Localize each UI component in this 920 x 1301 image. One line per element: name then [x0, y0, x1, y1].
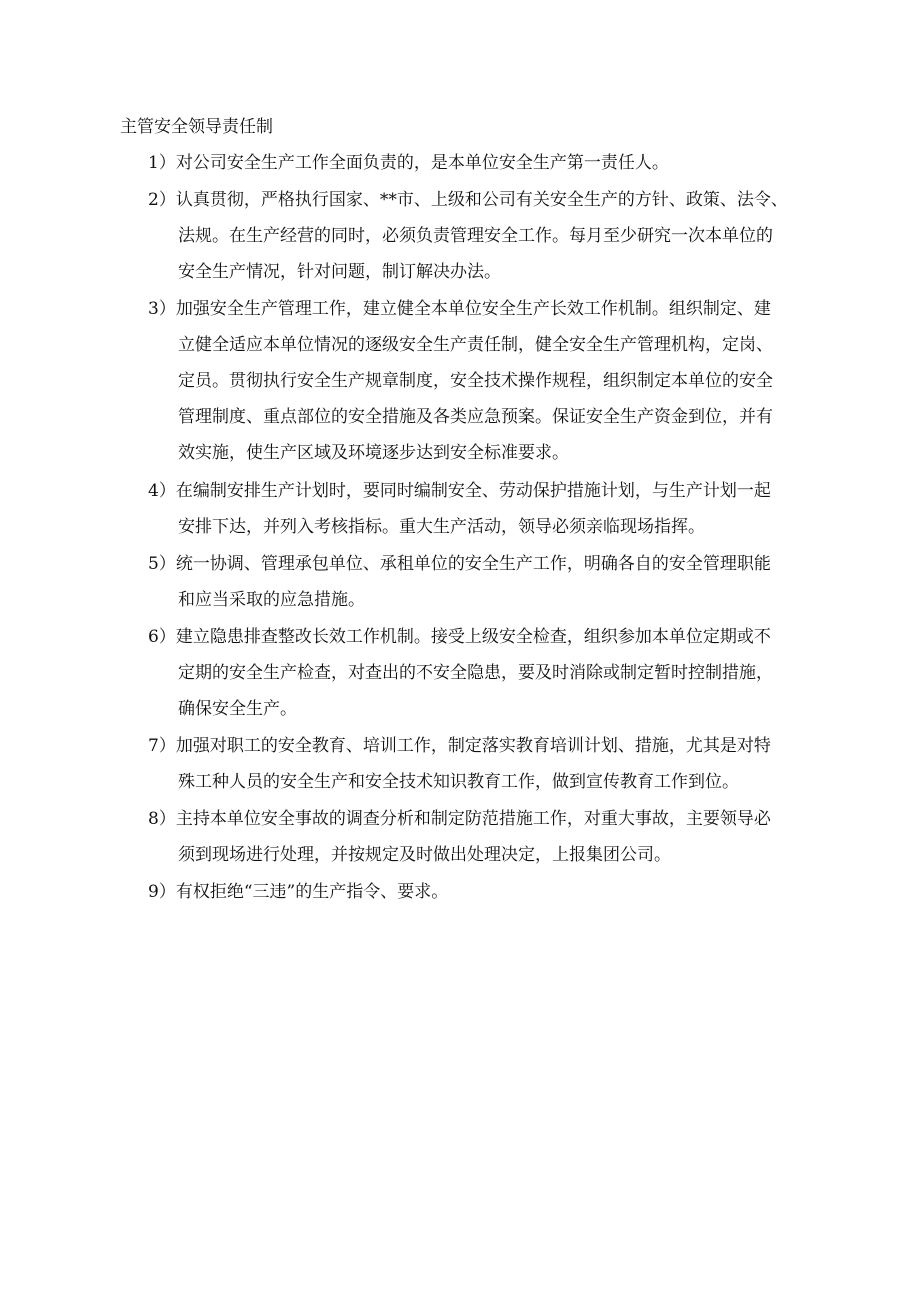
item-text-line: 立健全适应本单位情况的逐级安全生产责任制，健全安全生产管理机构，定岗、 [178, 335, 773, 355]
item-number: 7） [148, 736, 176, 756]
item-number: 5） [148, 554, 176, 574]
item-text-line: 有权拒绝“三违”的生产指令、要求。 [175, 882, 449, 902]
item-text-line: 安排下达，并列入考核指标。重大生产活动，领导必须亲临现场指挥。 [178, 517, 705, 537]
item-text-line: 效实施，使生产区域及环境逐步达到安全标准要求。 [178, 443, 569, 463]
item-text-line: 对公司安全生产工作全面负责的，是本单位安全生产第一责任人。 [175, 153, 669, 173]
item-text-line: 建立隐患排查整改长效工作机制。接受上级安全检查，组织参加本单位定期或不 [175, 627, 771, 647]
item-text-line: 在编制安排生产计划时，要同时编制安全、劳动保护措施计划，与生产计划一起 [175, 481, 771, 501]
list-item-5 [148, 546, 771, 618]
list-item-9 [148, 874, 448, 910]
document-title: 主管安全领导责任制 [120, 117, 273, 137]
item-number: 6） [148, 627, 176, 647]
item-text-line: 法规。在生产经营的同时，必须负责管理安全工作。每月至少研究一次本单位的 [178, 226, 773, 246]
item-text-line: 认真贯彻，严格执行国家、**市、上级和公司有关安全生产的方针、政策、法令、 [175, 190, 788, 210]
item-number: 8） [148, 809, 176, 829]
item-number: 3） [148, 299, 176, 319]
list-item-7 [148, 728, 771, 800]
item-text-line: 定员。贯彻执行安全生产规章制度，安全技术操作规程，组织制定本单位的安全 [178, 371, 773, 391]
item-text-line: 殊工种人员的安全生产和安全技术知识教育工作，做到宣传教育工作到位。 [178, 772, 739, 792]
list-item-1 [148, 145, 669, 181]
item-text-line: 确保安全生产。 [178, 699, 297, 719]
item-number: 1） [148, 153, 176, 173]
item-number: 4） [148, 481, 176, 501]
item-text-line: 须到现场进行处理，并按规定及时做出处理决定，上报集团公司。 [178, 845, 671, 865]
item-text-line: 加强对职工的安全教育、培训工作，制定落实教育培训计划、措施，尤其是对特 [175, 736, 771, 756]
item-text-line: 主持本单位安全事故的调查分析和制定防范措施工作，对重大事故，主要领导必 [175, 809, 771, 829]
item-text-line: 安全生产情况，针对问题，制订解决办法。 [178, 262, 501, 282]
list-item-2 [148, 182, 788, 290]
item-text-line: 加强安全生产管理工作，建立健全本单位安全生产长效工作机制。组织制定、建 [175, 299, 771, 319]
list-item-8 [148, 801, 771, 873]
list-item-4 [148, 473, 771, 545]
list-item-3 [148, 291, 773, 471]
item-number: 2） [148, 190, 176, 210]
item-text-line: 管理制度、重点部位的安全措施及各类应急预案。保证安全生产资金到位，并有 [178, 407, 773, 427]
item-number: 9） [148, 882, 176, 902]
list-item-6 [148, 619, 773, 727]
item-text-line: 定期的安全生产检查，对查出的不安全隐患，要及时消除或制定暂时控制措施， [178, 663, 773, 683]
item-text-line: 和应当采取的应急措施。 [178, 590, 365, 610]
item-text-line: 统一协调、管理承包单位、承租单位的安全生产工作，明确各自的安全管理职能 [175, 554, 771, 574]
